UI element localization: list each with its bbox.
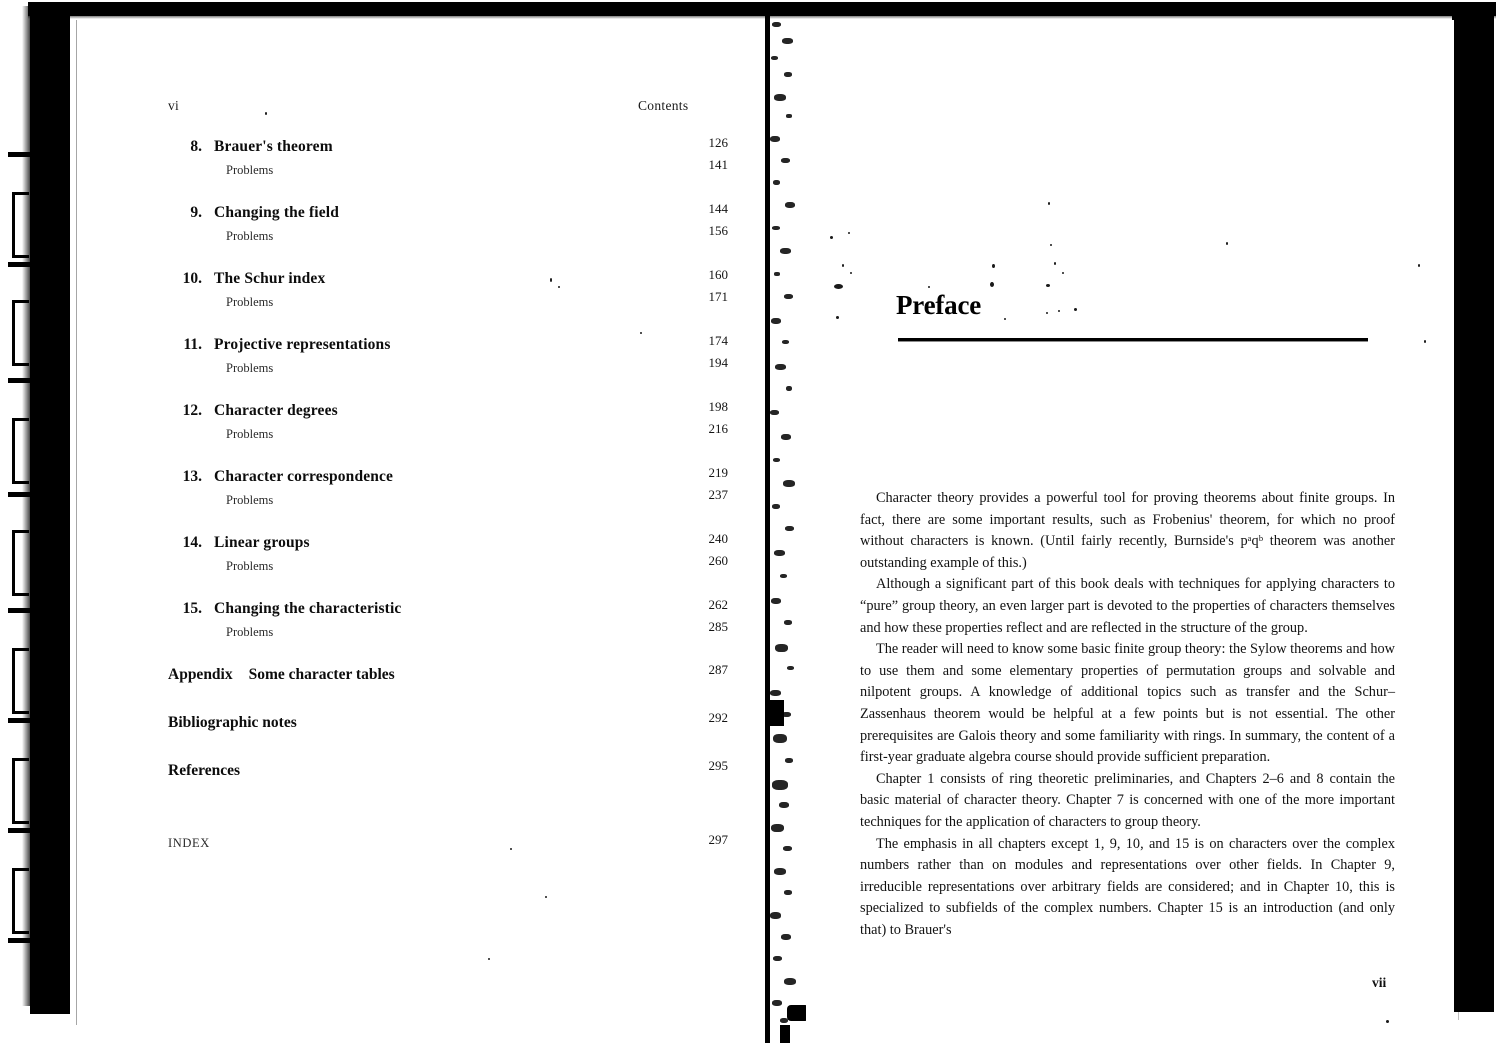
preface-heading-rule-shadow bbox=[898, 341, 1368, 343]
scan-dust bbox=[836, 316, 839, 319]
scan-dust bbox=[1424, 340, 1426, 343]
folio-left: vi bbox=[168, 98, 180, 113]
toc-backmatter-label: Appendix Some character tables bbox=[168, 666, 395, 683]
scan-artifact-tick bbox=[8, 938, 30, 943]
scan-artifact-tick bbox=[8, 378, 30, 383]
toc-problems-label: Problems bbox=[226, 361, 274, 375]
toc-chapter-title: Changing the characteristic bbox=[214, 600, 402, 617]
toc-problems-label: Problems bbox=[226, 493, 274, 507]
folio-right: vii bbox=[1372, 975, 1387, 990]
toc-entry[interactable] bbox=[168, 267, 728, 321]
toc-page-number: 240 bbox=[708, 531, 728, 546]
scan-dust bbox=[1004, 318, 1006, 320]
toc-backmatter-label: Bibliographic notes bbox=[168, 714, 297, 731]
toc-problems-label: Problems bbox=[226, 229, 274, 243]
scan-dust bbox=[545, 896, 547, 898]
scan-artifact-bracket bbox=[12, 418, 29, 484]
toc-page-number: 174 bbox=[708, 333, 728, 348]
toc-backmatter-appendix[interactable] bbox=[168, 662, 728, 710]
toc-page-number: 126 bbox=[708, 135, 728, 150]
toc-entry[interactable] bbox=[168, 399, 728, 453]
toc-backmatter-page: 297 bbox=[708, 832, 728, 847]
running-head-contents: Contents bbox=[638, 98, 689, 113]
toc-problems-label: Problems bbox=[226, 625, 274, 639]
toc-backmatter-bibliographic-notes[interactable] bbox=[168, 710, 728, 758]
toc-chapter-number: 14. bbox=[182, 534, 202, 551]
left-page-contents bbox=[80, 20, 760, 1025]
scan-dust bbox=[1386, 1020, 1389, 1023]
scan-dust bbox=[830, 236, 833, 239]
scan-dust bbox=[834, 284, 843, 289]
toc-page-number: 160 bbox=[708, 267, 728, 282]
toc-problems-label: Problems bbox=[226, 295, 274, 309]
scan-dust bbox=[1226, 242, 1228, 245]
toc-problems-label: Problems bbox=[226, 559, 274, 573]
scan-dust bbox=[265, 112, 267, 115]
scan-artifact-tick bbox=[8, 718, 30, 723]
scan-dust bbox=[992, 264, 995, 268]
toc-backmatter-label: References bbox=[168, 762, 241, 779]
toc-backmatter-references[interactable] bbox=[168, 758, 728, 806]
toc-page-number: 198 bbox=[708, 399, 728, 414]
toc-chapter-number: 9. bbox=[190, 204, 202, 221]
scan-artifact-tick bbox=[8, 608, 30, 613]
preface-body bbox=[860, 488, 1395, 941]
scan-artifact-tick bbox=[8, 828, 30, 833]
toc-problems-label: Problems bbox=[226, 427, 274, 441]
toc-page-number: 262 bbox=[708, 597, 728, 612]
toc-problems-page: 237 bbox=[708, 487, 728, 502]
scan-artifact-bracket bbox=[12, 300, 29, 366]
toc-chapter-number: 11. bbox=[183, 336, 202, 353]
toc-problems-page: 260 bbox=[708, 553, 728, 568]
preface-paragraph: The emphasis in all chapters except 1, 9, 10, and 15 is on characters over the complex numbers rather than on modules and representations over other fields. In Chapter 9, irreducible representations over arbitrary fields are considered; and in Chapter 10, this is specialized to subfields of the complex numbers. Chapter 15 is an introduction (and only that) to Brauer's bbox=[860, 835, 1395, 938]
toc-chapter-number: 8. bbox=[190, 138, 202, 155]
gutter-ink-blob bbox=[770, 700, 784, 726]
toc-page-number: 219 bbox=[708, 465, 728, 480]
scan-dust bbox=[1074, 308, 1077, 311]
scan-artifact-tick bbox=[8, 262, 30, 267]
toc-backmatter-page: 287 bbox=[708, 662, 728, 677]
scan-artifact-bracket bbox=[12, 648, 29, 714]
scan-border-top-fade bbox=[28, 14, 1496, 19]
toc-chapter-number: 12. bbox=[182, 402, 202, 419]
scan-dust bbox=[928, 286, 930, 288]
toc-page-number: 144 bbox=[708, 201, 728, 216]
toc-problems-page: 156 bbox=[708, 223, 728, 238]
scan-dust bbox=[848, 232, 850, 234]
table-of-contents bbox=[168, 135, 728, 880]
scan-dust bbox=[1418, 264, 1420, 267]
scan-artifact-tick bbox=[8, 492, 30, 497]
toc-chapter-title: Character degrees bbox=[214, 402, 338, 419]
scan-dust bbox=[1054, 262, 1056, 265]
toc-entry[interactable] bbox=[168, 135, 728, 189]
toc-backmatter-label: INDEX bbox=[168, 836, 210, 850]
scan-dust bbox=[842, 264, 844, 267]
toc-chapter-title: Changing the field bbox=[214, 204, 339, 221]
toc-entry[interactable] bbox=[168, 465, 728, 519]
preface-paragraph: The reader will need to know some basic finite group theory: the Sylow theorems and how to use them and some elementary properties of permutation groups and solvable and nilpotent groups. A knowledge of additional topics such as transfer and the Schur–Zassenhaus theorem would be helpful at a few points but is not essential. The other prerequisites are Galois theory and some familiarity with rings. In summary, the content of a first-year graduate algebra course should provide sufficient preparation. bbox=[860, 641, 1395, 766]
preface-paragraph: Chapter 1 consists of ring theoretic preliminaries, and Chapters 2–6 and 8 contain the basic material of character theory. Chapter 7 is concerned with one of the more important techniques for the application of characters to group theory. bbox=[860, 770, 1395, 830]
toc-chapter-title: Character correspondence bbox=[214, 468, 394, 485]
scan-artifact-bracket bbox=[12, 758, 29, 824]
toc-entry[interactable] bbox=[168, 597, 728, 651]
toc-problems-page: 285 bbox=[708, 619, 728, 634]
toc-problems-page: 141 bbox=[708, 157, 728, 172]
scan-dust bbox=[1062, 272, 1064, 274]
toc-chapter-title: Projective representations bbox=[214, 336, 391, 353]
scan-dust bbox=[1046, 312, 1048, 314]
toc-chapter-number: 13. bbox=[182, 468, 202, 485]
toc-problems-page: 216 bbox=[708, 421, 728, 436]
right-page-preface bbox=[806, 20, 1454, 1025]
toc-chapter-title: Linear groups bbox=[214, 534, 310, 551]
scan-artifact-bracket bbox=[12, 868, 29, 934]
scan-dust bbox=[850, 272, 852, 274]
preface-paragraph: Although a significant part of this book deals with techniques for applying characters to “pure” group theory, an even larger part is devoted to the properties of characters themselves and how these properties reflect and are reflected in the structure of the group. bbox=[860, 576, 1395, 636]
scan-dust bbox=[990, 282, 994, 287]
preface-heading: Preface bbox=[896, 290, 982, 320]
toc-entry[interactable] bbox=[168, 531, 728, 585]
scan-dust bbox=[1046, 284, 1050, 287]
toc-backmatter-index[interactable] bbox=[168, 832, 728, 880]
toc-problems-page: 171 bbox=[708, 289, 728, 304]
gutter-ink-blob bbox=[780, 1025, 790, 1043]
toc-backmatter-page: 292 bbox=[708, 710, 728, 725]
scan-dust bbox=[488, 958, 490, 960]
scan-border-left bbox=[30, 4, 70, 1014]
toc-chapter-number: 15. bbox=[182, 600, 202, 617]
toc-entry[interactable] bbox=[168, 333, 728, 387]
gutter-noise-speckles bbox=[768, 10, 802, 1040]
scan-dust bbox=[1050, 244, 1052, 246]
toc-chapter-number: 10. bbox=[182, 270, 202, 287]
toc-problems-label: Problems bbox=[226, 163, 274, 177]
toc-entry[interactable] bbox=[168, 201, 728, 255]
scan-dust bbox=[1058, 310, 1060, 312]
page-edge-rule-left bbox=[76, 20, 77, 1025]
toc-chapter-title: Brauer's theorem bbox=[214, 138, 333, 155]
scan-artifact-bracket bbox=[12, 192, 29, 258]
toc-backmatter-page: 295 bbox=[708, 758, 728, 773]
scan-artifact-bracket bbox=[12, 530, 29, 596]
page-edge-rule-right bbox=[1458, 20, 1459, 1020]
toc-chapter-title: The Schur index bbox=[214, 270, 326, 287]
toc-problems-page: 194 bbox=[708, 355, 728, 370]
preface-paragraph: Character theory provides a powerful tool for proving theorems about finite groups. In fact, there are some important results, such as Frobenius' theorem, for which no proof without characters is known. (Until fairly recently, Burnside's pᵃqᵇ theorem was another outstanding example of this.) bbox=[860, 490, 1395, 571]
scan-dust bbox=[1048, 202, 1050, 205]
scan-artifact-tick bbox=[8, 152, 30, 157]
